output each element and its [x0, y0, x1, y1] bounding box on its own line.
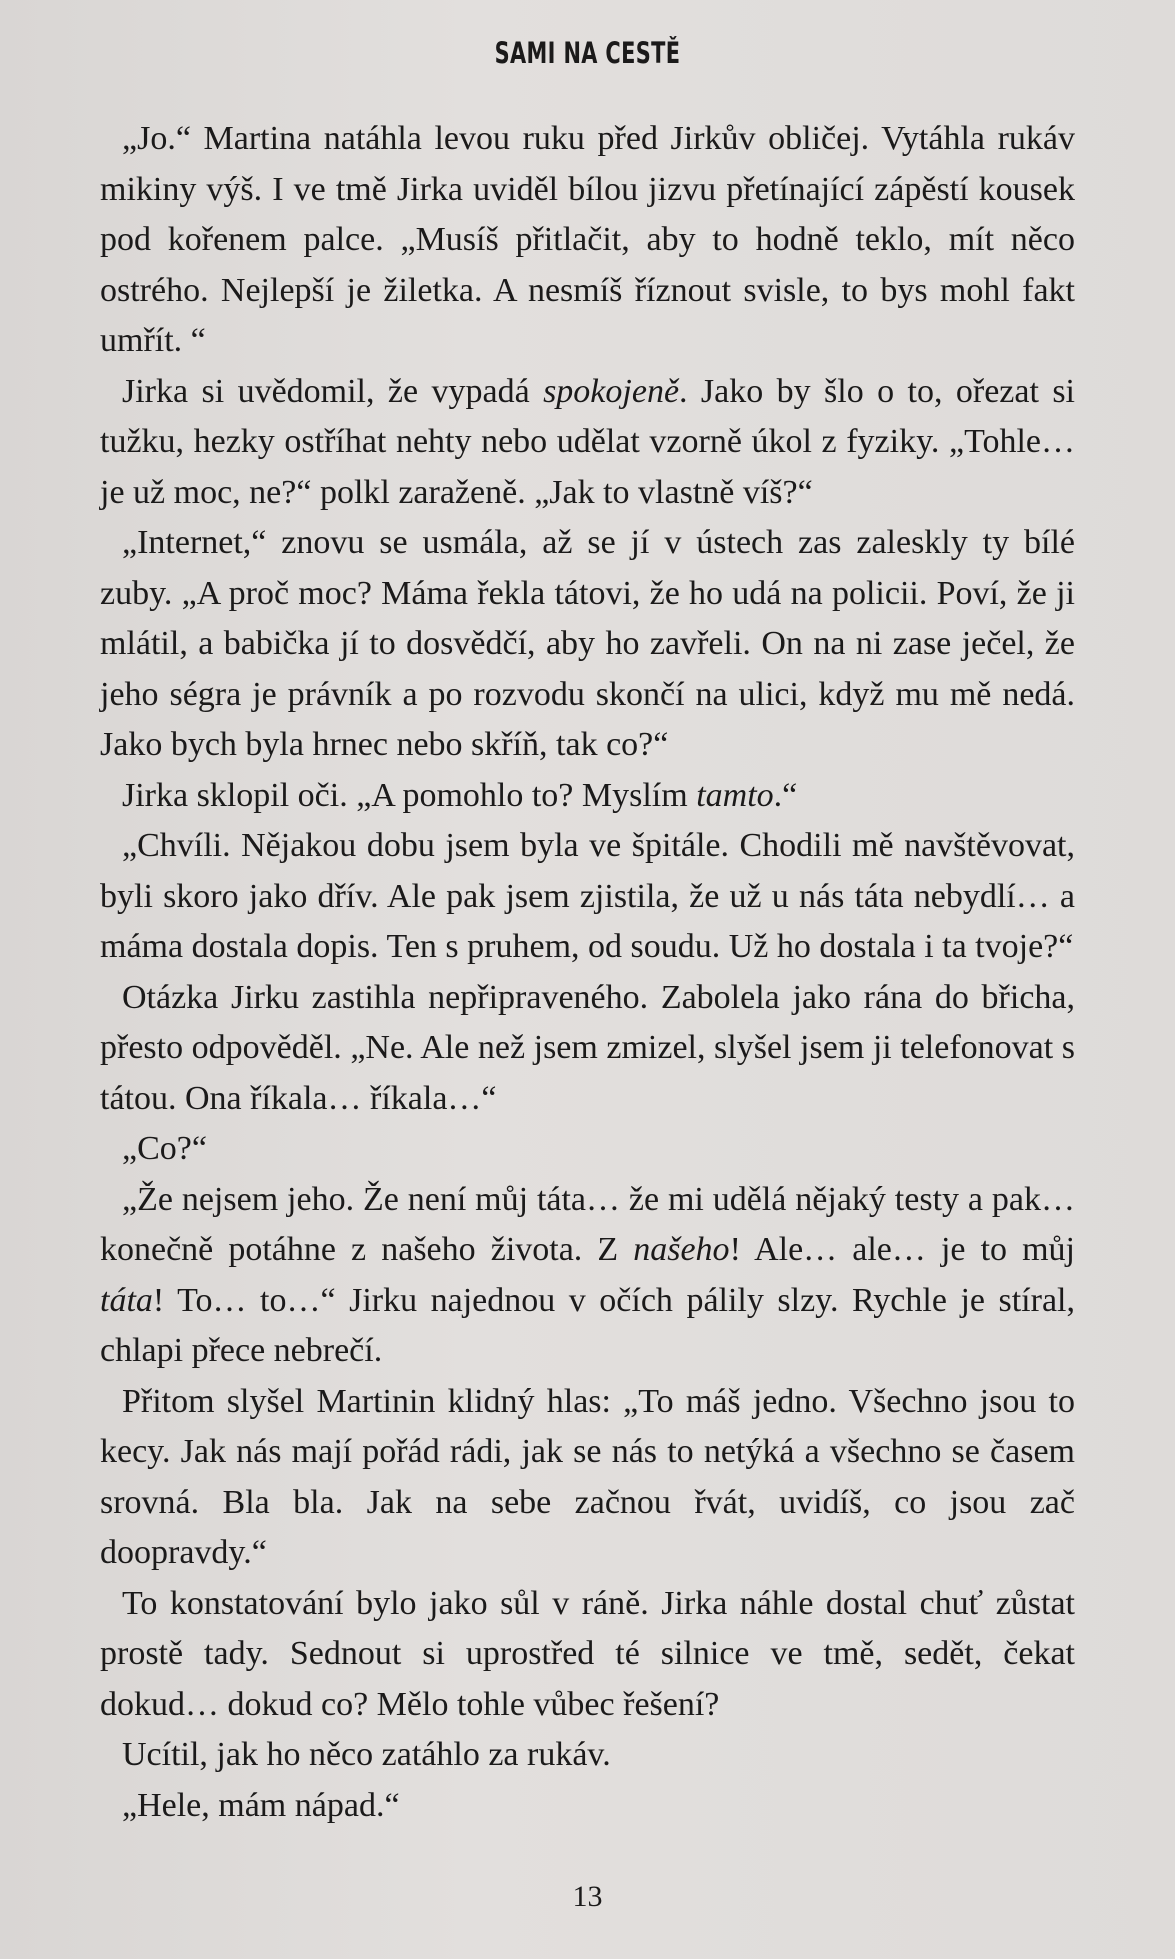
text-run: Jirka sklopil oči. „A pomohlo to? Myslím: [122, 776, 697, 814]
paragraph: [100, 973, 1075, 1125]
paragraph: [100, 518, 1075, 771]
paragraph: [100, 1377, 1075, 1579]
text-run: „Že nejsem jeho. Že není můj táta… že mi udělá nějaký testy a pak… konečně potáhne z našeho života. Z: [100, 1180, 1075, 1268]
text-run: Jirka si uvědomil, že vypadá: [122, 372, 544, 410]
italic-word: tamto: [696, 776, 774, 814]
paragraph: [100, 1124, 1075, 1175]
paragraph: [100, 771, 1075, 822]
text-run: ! Ale… ale… je to můj: [729, 1231, 1076, 1268]
italic-word: spokojeně: [543, 372, 680, 410]
text-run: „Hele, mám nápad.“: [122, 1786, 400, 1824]
text-run: „Co?“: [122, 1130, 207, 1167]
text-run: Přitom slyšel Martinin klidný hlas: „To máš jedno. Všechno jsou to kecy. Jak nás mají pořád rádi, jak se nás to netýká a všechno se časem srovná. Bla bla. Jak na sebe začnou řvát, uvidíš, co jsou zač doopravdy.“: [100, 1382, 1075, 1571]
text-run: ! To… to…“ Jirku najednou v očích pálily slzy. Rychle je stíral, chlapi přece nebrečí.: [100, 1281, 1075, 1369]
text-run: .“: [773, 776, 798, 814]
text-run: . Jako by šlo o to, ořezat si tužku, hezky ostříhat nehty nebo udělat vzorně úkol z fyziky. „Tohle… je už moc, ne?“ polkl zaraženě. „Jak to vlastně víš?“: [100, 372, 1076, 511]
paragraph: [100, 821, 1075, 973]
body-text: [100, 114, 1075, 1831]
paragraph: [100, 367, 1075, 519]
page-number: 13: [572, 1880, 603, 1913]
paragraph: [100, 1781, 1075, 1832]
text-run: „Jo.“ Martina natáhla levou ruku před Jirkův obličej. Vytáhla rukáv mikiny výš. I ve tmě Jirka uviděl bílou jizvu přetínající zápěstí kousek pod kořenem palce. „Musíš přitlačit, aby to hodně teklo, mít něco ostrého. Nejlepší je žiletka. A nesmíš říznout svisle, to bys mohl fakt umřít. “: [100, 120, 1075, 359]
text-run: „Internet,“ znovu se usmála, až se jí v ústech zas zaleskly ty bílé zuby. „A proč moc? Máma řekla tátovi, že ho udá na policii. Poví, že ji mlátil, a babička jí to dosvědčí, aby ho zavřeli. On na ni zase ječel, že jeho ségra je právník a po rozvodu skončí na ulici, když mu mě nedá. Jako bych byla hrnec nebo skříň, tak co?“: [100, 524, 1075, 763]
paragraph: [100, 1730, 1075, 1781]
paragraph: [100, 1579, 1075, 1731]
text-run: „Chvíli. Nějakou dobu jsem byla ve špitále. Chodili mě navštěvovat, byli skoro jako dřív. Ale pak jsem zjistila, že už u nás táta nebydlí… a máma dostala dopis. Ten s pruhem, od soudu. Už ho dostala i ta tvoje?“: [100, 827, 1075, 965]
text-run: To konstatování bylo jako sůl v ráně. Jirka náhle dostal chuť zůstat prostě tady. Sednout si uprostřed té silnice ve tmě, sedět, čekat dokud… dokud co? Mělo tohle vůbec řešení?: [100, 1584, 1075, 1723]
text-run: Ucítil, jak ho něco zatáhlo za rukáv.: [122, 1736, 611, 1773]
text-run: Otázka Jirku zastihla nepřipraveného. Zabolela jako rána do břicha, přesto odpověděl. „Ne. Ale než jsem zmizel, slyšel jsem ji telefonovat s tátou. Ona říkala… říkala…“: [100, 978, 1075, 1117]
italic-word: našeho: [633, 1231, 730, 1268]
paragraph: [100, 1175, 1075, 1377]
running-head: SAMI NA CESTĚ: [494, 36, 681, 70]
italic-word: táta: [100, 1281, 153, 1319]
paragraph: [100, 114, 1075, 367]
